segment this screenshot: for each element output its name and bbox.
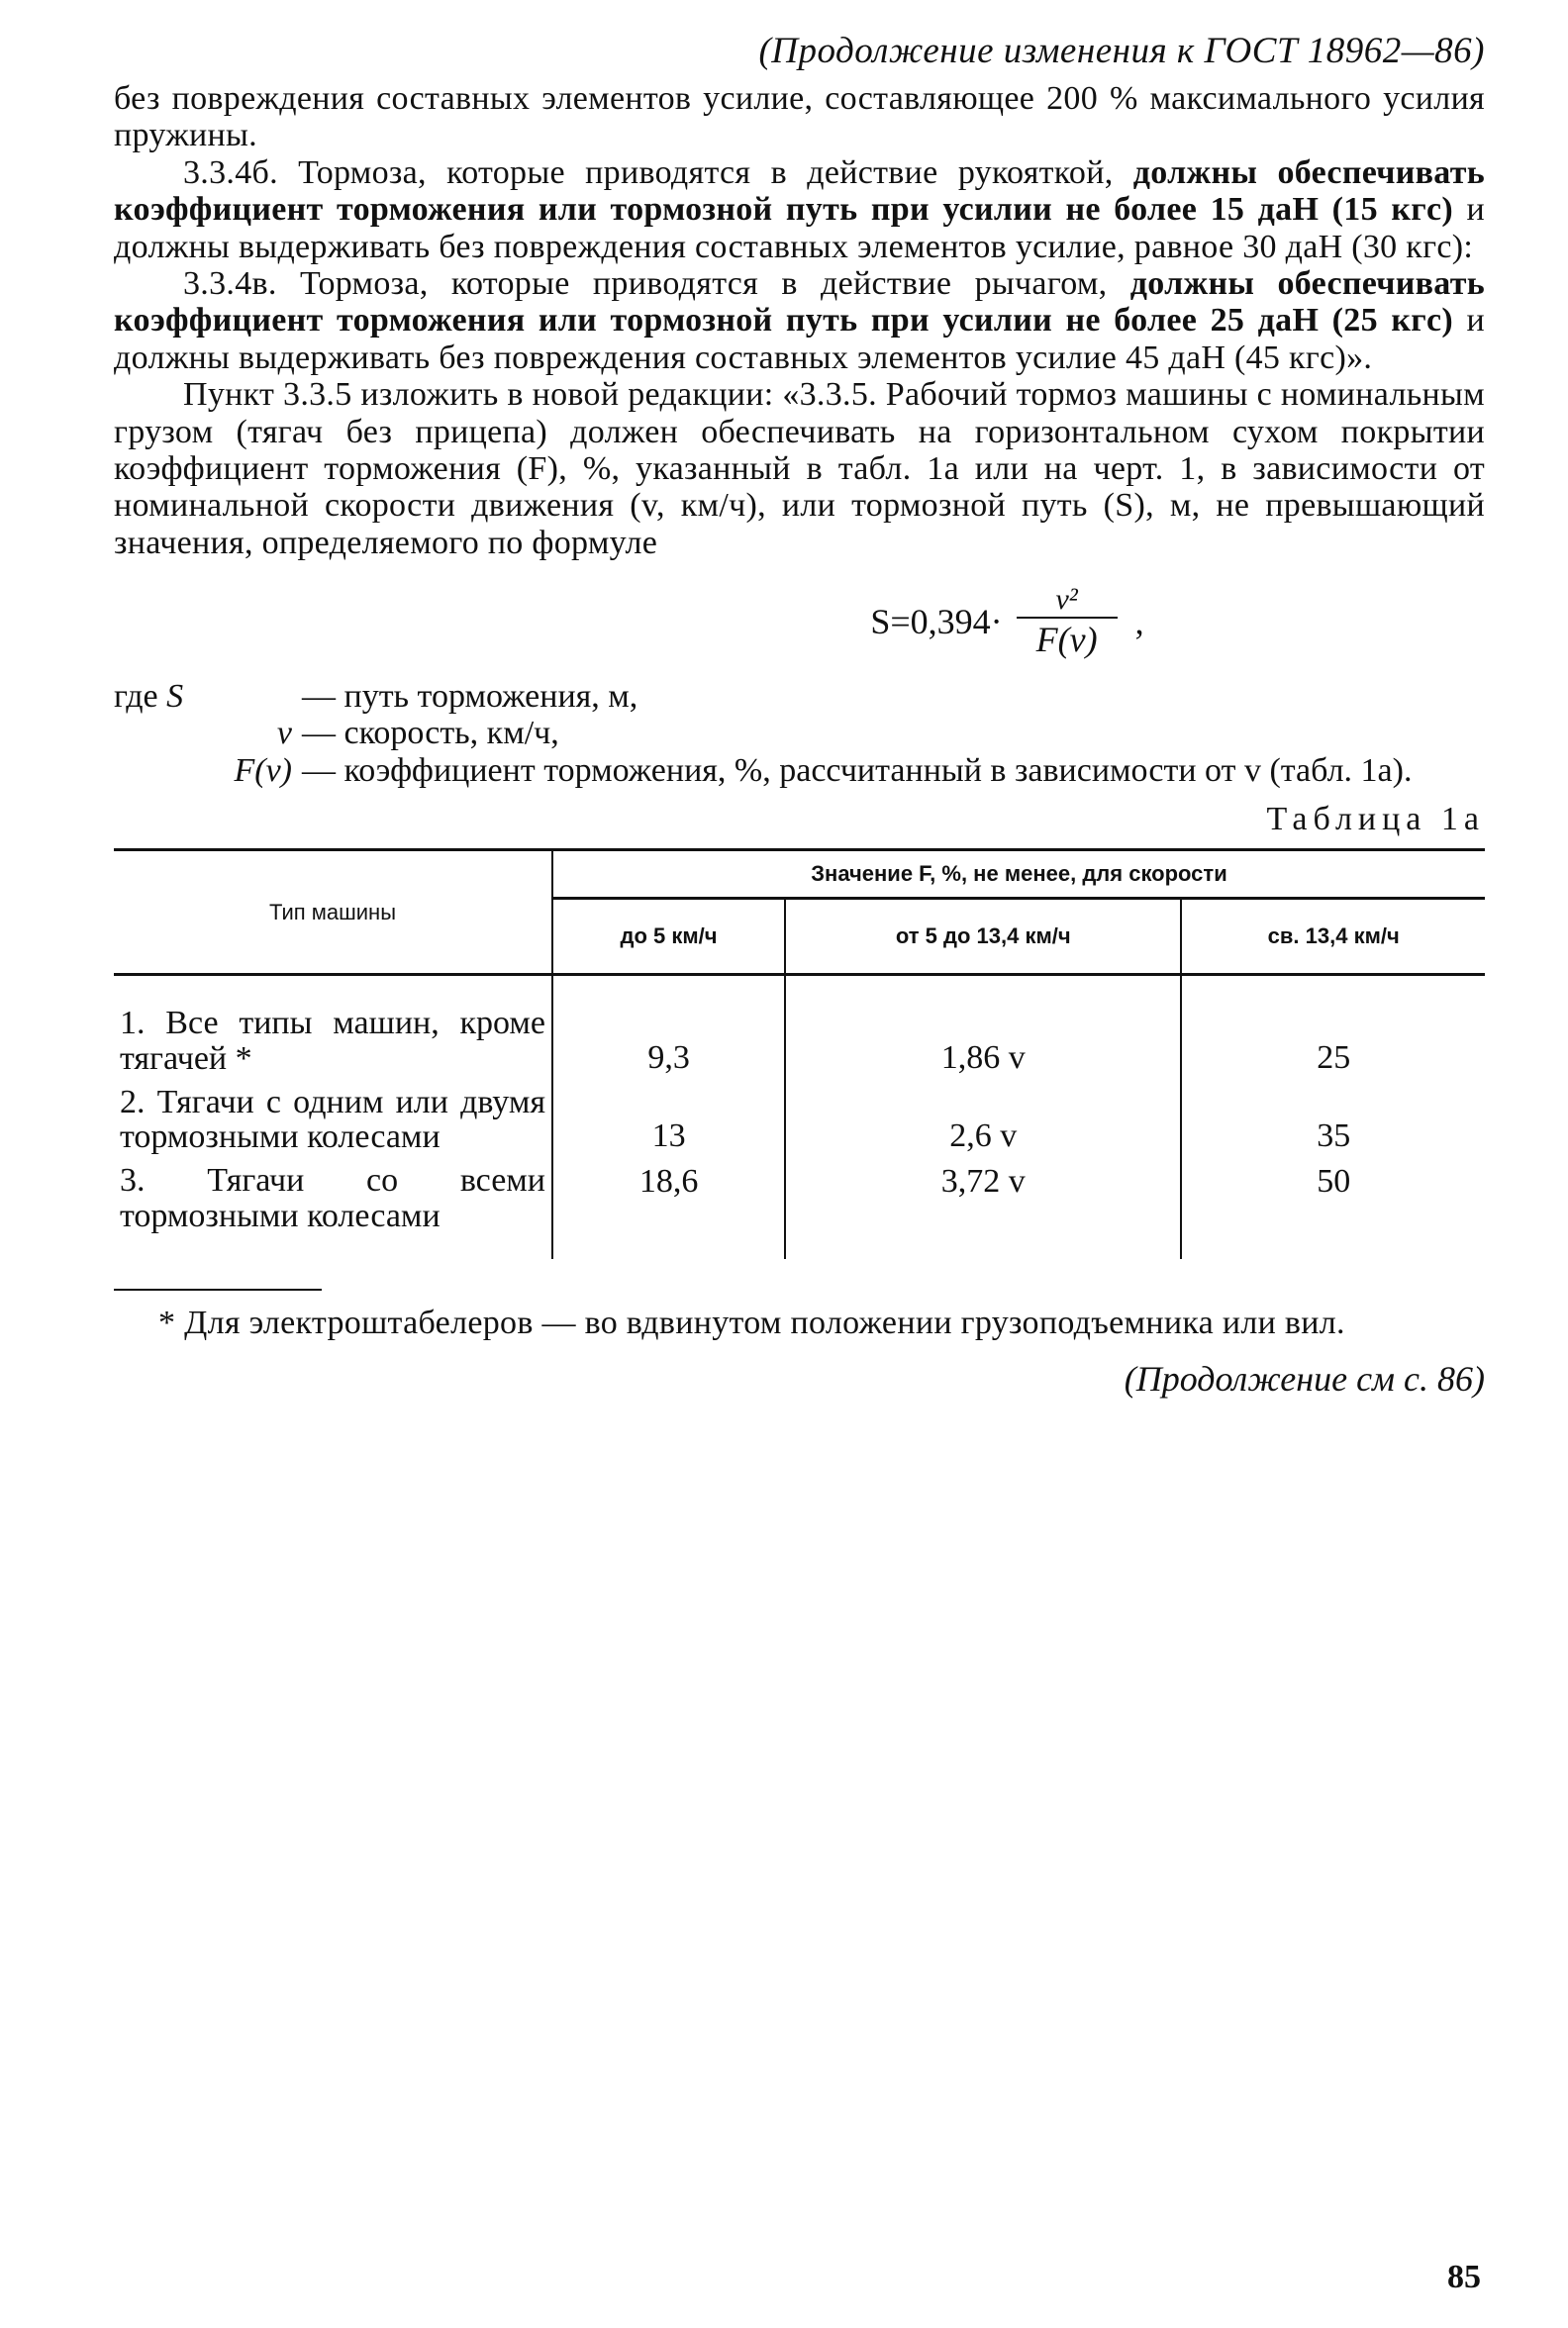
- legend-row: [114, 752, 1485, 789]
- legend-text: — путь торможения, м,: [302, 678, 638, 716]
- formula-fraction: [1017, 583, 1118, 660]
- page-number: 85: [1447, 2259, 1481, 2295]
- table-row: [114, 1081, 1485, 1159]
- table-row: [114, 975, 1485, 1081]
- paragraph-1: без повреждения составных элементов усилие, составляющее 200 % максимального усилия пружины.: [114, 80, 1485, 154]
- row-value: 9,3: [552, 975, 785, 1081]
- para2-end: и должны выдерживать без повреждения составных элементов усилие, равное 30 даН (30 кгс):: [114, 191, 1486, 265]
- formula-trail: ,: [1134, 602, 1144, 642]
- continuation-note: (Продолжение см с. 86): [1124, 1358, 1485, 1399]
- table-row: [114, 1159, 1485, 1259]
- para3-end: и должны выдерживать без повреждения составных элементов усилие 45 даН (45 кгс)».: [114, 302, 1486, 376]
- paragraph-3-3-4b: [114, 154, 1485, 265]
- legend-row: [114, 678, 1485, 715]
- legend-symbol: v: [276, 715, 292, 752]
- row-value: 1,86 v: [785, 975, 1181, 1081]
- footnote: * Для электроштабелеров — во вдвинутом положении грузоподъемника или вил.: [158, 1305, 1345, 1342]
- row-value: 13: [552, 1081, 785, 1159]
- formula-numerator: v²: [1055, 583, 1078, 617]
- legend-symbol: S: [166, 678, 184, 716]
- row-value: 3,72 v: [785, 1159, 1181, 1259]
- braking-formula: [114, 583, 1485, 660]
- paragraph-3-3-4v: [114, 265, 1485, 376]
- paragraph-3-3-5: Пункт 3.3.5 изложить в новой редакции: «3.3.5. Рабочий тормоз машины с номинальным грузом (тягач без прицепа) должен обеспечивать на горизонтальном сухом покрытии коэффициент торможения (F), %, указанный в табл. 1а или на черт. 1, в зависимости от номинальной скорости движения (v, км/ч), или тормозной путь (S), м, не превышающий значения, определяемого по формуле: [114, 376, 1485, 561]
- formula-denominator: F(v): [1017, 617, 1118, 660]
- row-type: 1. Все типы машин, кроме тягачей *: [120, 1005, 545, 1077]
- formula-lhs: S=0,394·: [870, 602, 1003, 642]
- para2-bold: должны обеспечивать коэффициент торможения или тормозной путь при усилии не более 15 даН (15 кгс): [114, 153, 1485, 229]
- para3-bold: должны обеспечивать коэффициент торможения или тормозной путь при усилии не более 25 даН (25 кгс): [114, 264, 1485, 340]
- legend-text: — коэффициент торможения, %, рассчитанный в зависимости от v (табл. 1а).: [302, 751, 1413, 789]
- sub-col-header: до 5 км/ч: [552, 899, 785, 975]
- legend-lead: где: [114, 678, 158, 716]
- table-title: Таблица 1а: [1266, 801, 1485, 838]
- row-value: 25: [1181, 975, 1485, 1081]
- sub-col-header: св. 13,4 км/ч: [1181, 899, 1485, 975]
- para3-start: 3.3.4в. Тормоза, которые приводятся в действие рычагом,: [183, 264, 1130, 302]
- page-header: (Продолжение изменения к ГОСТ 18962—86): [758, 31, 1485, 71]
- document-page: [114, 30, 1485, 1400]
- row-type: 3. Тягачи со всеми тормозными колесами: [120, 1162, 545, 1234]
- col-type-header: Тип машины: [114, 850, 552, 975]
- row-type: 2. Тягачи с одним или двумя тормозными колесами: [120, 1083, 545, 1156]
- legend-row: [114, 715, 1485, 751]
- footnote-divider: [114, 1289, 322, 1291]
- row-value: 18,6: [552, 1159, 785, 1259]
- legend-text: — скорость, км/ч,: [302, 715, 559, 752]
- legend-symbol: F(v): [234, 751, 292, 789]
- row-value: 50: [1181, 1159, 1485, 1259]
- row-value: 35: [1181, 1081, 1485, 1159]
- sub-col-header: от 5 до 13,4 км/ч: [785, 899, 1181, 975]
- col-group-header: Значение F, %, не менее, для скорости: [552, 850, 1485, 899]
- para2-start: 3.3.4б. Тормоза, которые приводятся в действие рукояткой,: [183, 153, 1133, 191]
- braking-table: [114, 848, 1485, 1259]
- row-value: 2,6 v: [785, 1081, 1181, 1159]
- formula-legend: [114, 678, 1485, 789]
